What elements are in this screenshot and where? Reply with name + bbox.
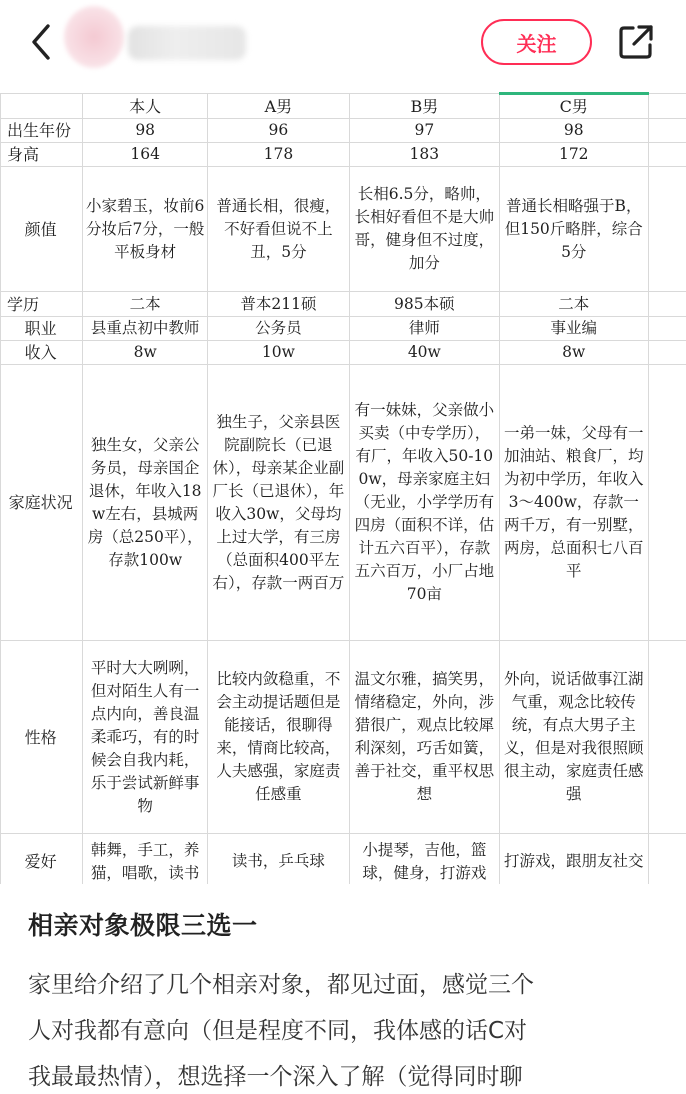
post-body-line: 人对我都有意向（但是程度不同，我体感的话C对 — [28, 1018, 528, 1044]
back-button[interactable] — [22, 20, 62, 64]
row-label: 颜值 — [1, 167, 83, 292]
table-cell: 读书，乒乓球 — [208, 834, 350, 885]
table-row — [1, 292, 686, 317]
table-cell: 比较内敛稳重，不会主动提话题但是能接话，很聊得来，情商比较高，人夫感强，家庭责任感重 — [208, 641, 350, 834]
header-cell-empty — [1, 94, 83, 119]
table-cell: 二本 — [83, 292, 208, 317]
table-cell: 96 — [208, 119, 350, 143]
table-cell: 县重点初中教师 — [83, 317, 208, 341]
chevron-left-icon — [22, 20, 62, 64]
table-cell: 普通长相，很瘦，不好看但说不上丑，5分 — [208, 167, 350, 292]
row-label: 学历 — [1, 292, 83, 317]
author-avatar[interactable] — [64, 6, 124, 68]
table-cell: 小提琴，吉他，篮球，健身，打游戏 — [349, 834, 499, 885]
table-row — [1, 834, 686, 885]
table-row — [1, 341, 686, 365]
header-cell-c: C男 — [499, 94, 648, 119]
table-row — [1, 641, 686, 834]
table-overflow-cell — [648, 834, 686, 885]
table-cell: 韩舞，手工，养猫，唱歌，读书 — [83, 834, 208, 885]
table-cell: 183 — [349, 143, 499, 167]
table-cell: 164 — [83, 143, 208, 167]
row-label: 爱好 — [1, 834, 83, 885]
header-cell-a: A男 — [208, 94, 350, 119]
table-cell: 温文尔雅，搞笑男，情绪稳定，外向，涉猎很广，观点比较犀利深刻，巧舌如簧，善于社交，重平权思想 — [349, 641, 499, 834]
row-label: 家庭状况 — [1, 365, 83, 641]
top-bar — [0, 0, 686, 88]
table-cell: 98 — [83, 119, 208, 143]
table-overflow-cell — [648, 365, 686, 641]
table-cell: 二本 — [499, 292, 648, 317]
post-body-line: 我最最热情），想选择一个深入了解（觉得同时聊 — [28, 1064, 523, 1090]
table-cell: 有一妹妹，父亲做小买卖（中专学历），有厂，年收入50-100w，母亲家庭主妇（无业，小学学历有四房（面积不详，估计五六百平），存款五六百万，小厂占地70亩 — [349, 365, 499, 641]
table-cell: 外向，说话做事江湖气重，观念比较传统，有点大男子主义，但是对我很照顾很主动，家庭责任感强 — [499, 641, 648, 834]
table-cell: 178 — [208, 143, 350, 167]
table-cell: 172 — [499, 143, 648, 167]
table-cell: 普通长相略强于B，但150斤略胖，综合5分 — [499, 167, 648, 292]
table-cell: 一弟一妹，父母有一加油站、粮食厂，均为初中学历，年收入3～400w，存款一两千万，有一别墅，两房，总面积七八百平 — [499, 365, 648, 641]
header-cell-b: B男 — [349, 94, 499, 119]
table-row — [1, 143, 686, 167]
table-row — [1, 365, 686, 641]
post-body-line: 家里给介绍了几个相亲对象，都见过面，感觉三个 — [28, 972, 534, 998]
table-overflow-cell — [648, 341, 686, 365]
comparison-table-image[interactable] — [0, 88, 686, 884]
share-button[interactable] — [616, 22, 656, 62]
table-cell: 98 — [499, 119, 648, 143]
table-cell: 小家碧玉，妆前6分妆后7分，一般平板身材 — [83, 167, 208, 292]
table-header-row — [1, 94, 686, 119]
comparison-table — [0, 92, 686, 884]
row-label: 收入 — [1, 341, 83, 365]
table-overflow-cell — [648, 119, 686, 143]
table-cell: 律师 — [349, 317, 499, 341]
table-cell: 公务员 — [208, 317, 350, 341]
table-cell: 打游戏，跟朋友社交 — [499, 834, 648, 885]
row-label: 职业 — [1, 317, 83, 341]
table-cell: 平时大大咧咧，但对陌生人有一点内向，善良温柔乖巧，有的时候会自我内耗，乐于尝试新鲜事物 — [83, 641, 208, 834]
table-overflow-cell — [648, 143, 686, 167]
table-cell: 8w — [83, 341, 208, 365]
post-title: 相亲对象极限三选一 — [28, 911, 258, 940]
table-row — [1, 167, 686, 292]
row-label: 性格 — [1, 641, 83, 834]
table-row — [1, 317, 686, 341]
table-overflow-cell — [648, 94, 686, 119]
table-cell: 长相6.5分，略帅，长相好看但不是大帅哥，健身但不过度，加分 — [349, 167, 499, 292]
table-cell: 40w — [349, 341, 499, 365]
row-label: 身高 — [1, 143, 83, 167]
author-name-blurred[interactable] — [128, 26, 246, 60]
follow-button[interactable]: 关注 — [481, 19, 592, 65]
table-overflow-cell — [648, 167, 686, 292]
table-cell: 事业编 — [499, 317, 648, 341]
table-cell: 普本211硕 — [208, 292, 350, 317]
table-overflow-cell — [648, 317, 686, 341]
table-overflow-cell — [648, 292, 686, 317]
table-overflow-cell — [648, 641, 686, 834]
table-cell: 10w — [208, 341, 350, 365]
row-label: 出生年份 — [1, 119, 83, 143]
table-cell: 8w — [499, 341, 648, 365]
table-cell: 97 — [349, 119, 499, 143]
share-external-icon — [616, 22, 656, 62]
table-row — [1, 119, 686, 143]
table-cell: 独生子，父亲县医院副院长（已退休），母亲某企业副厂长（已退休），年收入30w，父母均上过大学，有三房（总面积400平左右），存款一两百万 — [208, 365, 350, 641]
header-cell-self: 本人 — [83, 94, 208, 119]
table-cell: 独生女，父亲公务员，母亲国企退休，年收入18w左右，县城两房（总250平），存款100w — [83, 365, 208, 641]
table-cell: 985本硕 — [349, 292, 499, 317]
post-body — [28, 962, 668, 1094]
